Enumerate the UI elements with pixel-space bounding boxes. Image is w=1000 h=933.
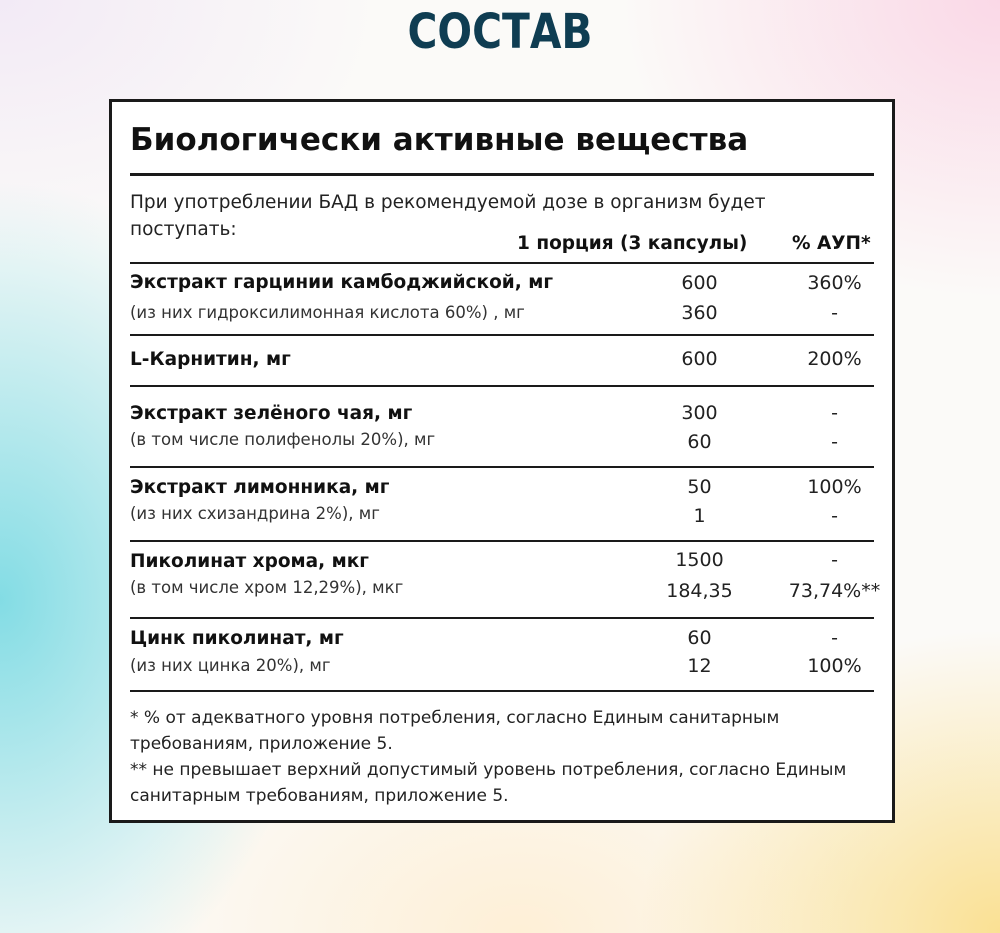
ingredient-name: Экстракт зелёного чая, мг <box>130 403 413 424</box>
ingredient-sub-name: (из них цинка 20%), мг <box>130 656 331 675</box>
ingredient-percent: 100% <box>807 476 862 498</box>
ingredient-percent: - <box>831 549 838 571</box>
row-divider <box>130 617 874 619</box>
ingredient-sub-name: (в том числе хром 12,29%), мкг <box>130 578 404 597</box>
ingredient-sub-amount: 360 <box>681 302 718 324</box>
panel-title: Биологически активные вещества <box>130 122 749 158</box>
title-divider <box>130 173 874 176</box>
ingredient-percent: - <box>831 402 838 424</box>
row-divider <box>130 466 874 468</box>
ingredient-name: Цинк пиколинат, мг <box>130 628 344 649</box>
row-divider <box>130 540 874 542</box>
ingredient-sub-name: (из них схизандрина 2%), мг <box>130 504 380 523</box>
ingredient-percent: 360% <box>807 272 862 294</box>
ingredient-amount: 600 <box>681 348 718 370</box>
ingredient-sub-amount: 184,35 <box>666 580 733 602</box>
ingredient-name: Экстракт лимонника, мг <box>130 477 390 498</box>
ingredient-sub-amount: 60 <box>687 431 712 453</box>
ingredient-amount: 600 <box>681 272 718 294</box>
footnote-upper-limit: ** не превышает верхний допустимый уровень потребления, согласно Единым санитарным требованиям, приложение 5. <box>130 760 847 806</box>
footnote-aup: * % от адекватного уровня потребления, согласно Единым санитарным требованиям, приложение 5. <box>130 708 780 754</box>
ingredient-name: Пиколинат хрома, мкг <box>130 551 369 572</box>
row-divider <box>130 262 874 264</box>
ingredient-amount: 60 <box>687 627 712 649</box>
composition-panel <box>109 99 895 823</box>
intro-text: При употреблении БАД в рекомендуемой дозе в организм будет поступать: <box>130 192 766 240</box>
ingredient-sub-percent: 100% <box>807 655 862 677</box>
ingredient-amount: 300 <box>681 402 718 424</box>
ingredient-sub-percent: 73,74%** <box>788 580 881 602</box>
row-divider <box>130 385 874 387</box>
page-title: СОСТАВ <box>407 4 593 60</box>
ingredient-amount: 1500 <box>675 549 724 571</box>
ingredient-sub-percent: - <box>831 302 838 324</box>
ingredient-sub-percent: - <box>831 505 838 527</box>
ingredient-amount: 50 <box>687 476 712 498</box>
column-header-aup: % АУП* <box>792 233 871 254</box>
row-divider <box>130 690 874 692</box>
ingredient-sub-amount: 1 <box>693 505 706 527</box>
ingredient-name: L-Карнитин, мг <box>130 349 291 370</box>
ingredient-percent: 200% <box>807 348 862 370</box>
ingredient-name: Экстракт гарцинии камбоджийской, мг <box>130 272 553 293</box>
ingredient-sub-percent: - <box>831 431 838 453</box>
ingredient-sub-name: (из них гидроксилимонная кислота 60%) , мг <box>130 303 525 322</box>
column-header-serving: 1 порция (3 капсулы) <box>517 233 748 254</box>
ingredient-sub-amount: 12 <box>687 655 712 677</box>
row-divider <box>130 334 874 336</box>
ingredient-percent: - <box>831 627 838 649</box>
ingredient-sub-name: (в том числе полифенолы 20%), мг <box>130 430 436 449</box>
